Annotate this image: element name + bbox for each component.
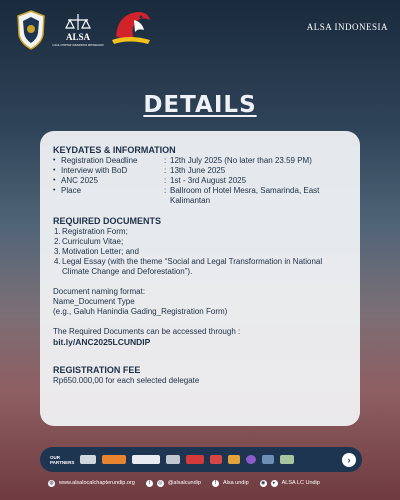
list-item <box>53 227 348 237</box>
page-title: DETAILS <box>143 92 257 118</box>
partner-logo <box>186 455 204 464</box>
globe-icon: ◍ <box>49 479 54 486</box>
keydate-value: 12th July 2025 (No later than 23.59 PM) <box>170 156 312 165</box>
keydate-sep: : <box>164 166 167 175</box>
list-item <box>53 237 348 247</box>
naming-format-pattern: Name_Document Type <box>53 297 135 306</box>
footer-youtube[interactable]: ALSA LC Undip <box>281 480 320 486</box>
partners-label <box>50 455 74 465</box>
documents-list <box>53 227 348 277</box>
partner-logo <box>246 455 256 464</box>
footer-social-handle[interactable]: @alsalcundip <box>167 480 201 486</box>
keydates-list <box>53 156 348 206</box>
footer-bar <box>48 478 368 488</box>
keydate-sep: : <box>164 156 167 165</box>
partners-next-arrow-icon[interactable]: › <box>342 453 356 467</box>
line-icon: ◉ <box>260 479 266 486</box>
list-number: 1. <box>54 227 61 236</box>
footer-facebook[interactable]: Alsa undip <box>222 480 249 486</box>
list-number: 4. <box>54 257 61 266</box>
partner-logo <box>166 455 180 464</box>
bullet-icon: • <box>53 177 56 184</box>
list-text: Curriculum Vitae; <box>62 237 124 246</box>
partner-logos <box>74 455 342 464</box>
alsa-logo-subtext: LOCAL CHAPTER UNIVERSITAS DIPONEGORO <box>52 45 104 47</box>
anc-2025-logo <box>108 6 154 48</box>
bullet-icon: • <box>53 167 56 174</box>
fee-text: Rp650.000,00 for each selected delegate <box>53 376 200 385</box>
documents-access-text: The Required Documents can be accessed through : <box>53 327 241 336</box>
partners-label-line1: OUR <box>50 454 60 460</box>
naming-format-label: Document naming format: <box>53 287 146 296</box>
keydate-value: 1st - 3rd August 2025 <box>170 176 247 185</box>
alsa-lc-undip-logo <box>52 10 104 50</box>
brand-text: ALSA INDONESIA <box>306 22 388 32</box>
keydate-label: Interview with BoD <box>61 166 128 175</box>
list-text: Motivation Letter; and <box>62 247 139 256</box>
keydates-heading: KEYDATES & INFORMATION <box>53 145 176 155</box>
bullet-icon: • <box>53 187 56 194</box>
list-number: 3. <box>54 247 61 256</box>
fee-heading: REGISTRATION FEE <box>53 365 141 375</box>
list-item <box>53 247 348 257</box>
documents-heading: REQUIRED DOCUMENTS <box>53 216 162 226</box>
partner-logo <box>80 455 96 464</box>
keydate-sep: : <box>164 186 167 195</box>
keydate-label: Place <box>61 186 82 195</box>
partner-logo <box>132 455 160 464</box>
instagram-icon: ◎ <box>158 479 163 486</box>
list-item <box>53 257 348 277</box>
twitter-icon: t <box>146 480 153 487</box>
partner-logo <box>262 455 274 464</box>
facebook-icon: f <box>212 480 219 487</box>
header-bar <box>0 0 400 64</box>
list-text: Legal Essay (with the theme “Social and Legal Transformation in National Climate Change and Deforestation”). <box>62 257 323 276</box>
naming-format-example: (e.g., Galuh Hanindia Gading_Registration Form) <box>53 307 228 316</box>
list-number: 2. <box>54 237 61 246</box>
details-card <box>40 131 360 426</box>
partner-logo <box>210 455 222 464</box>
undip-crest-logo <box>16 10 46 50</box>
partner-logo <box>228 455 240 464</box>
keydate-sep: : <box>164 176 167 185</box>
keydate-label: Registration Deadline <box>61 156 138 165</box>
keydate-label: ANC 2025 <box>61 176 98 185</box>
youtube-icon: ▸ <box>271 480 278 487</box>
partners-bar <box>40 447 362 472</box>
partner-logo <box>102 455 126 464</box>
partners-label-line2: PARTNERS <box>50 459 75 465</box>
documents-link[interactable]: bit.ly/ANC2025LCUNDIP <box>53 337 151 347</box>
keydate-value: Ballroom of Hotel Mesra, Samarinda, East Kalimantan <box>170 186 320 205</box>
footer-website[interactable]: www.alsalocalchapterundip.org <box>59 480 135 486</box>
list-text: Registration Form; <box>62 227 128 236</box>
alsa-logo-text: ALSA <box>65 32 91 42</box>
partner-logo <box>280 455 294 464</box>
bullet-icon: • <box>53 157 56 164</box>
keydate-value: 13th June 2025 <box>170 166 226 175</box>
